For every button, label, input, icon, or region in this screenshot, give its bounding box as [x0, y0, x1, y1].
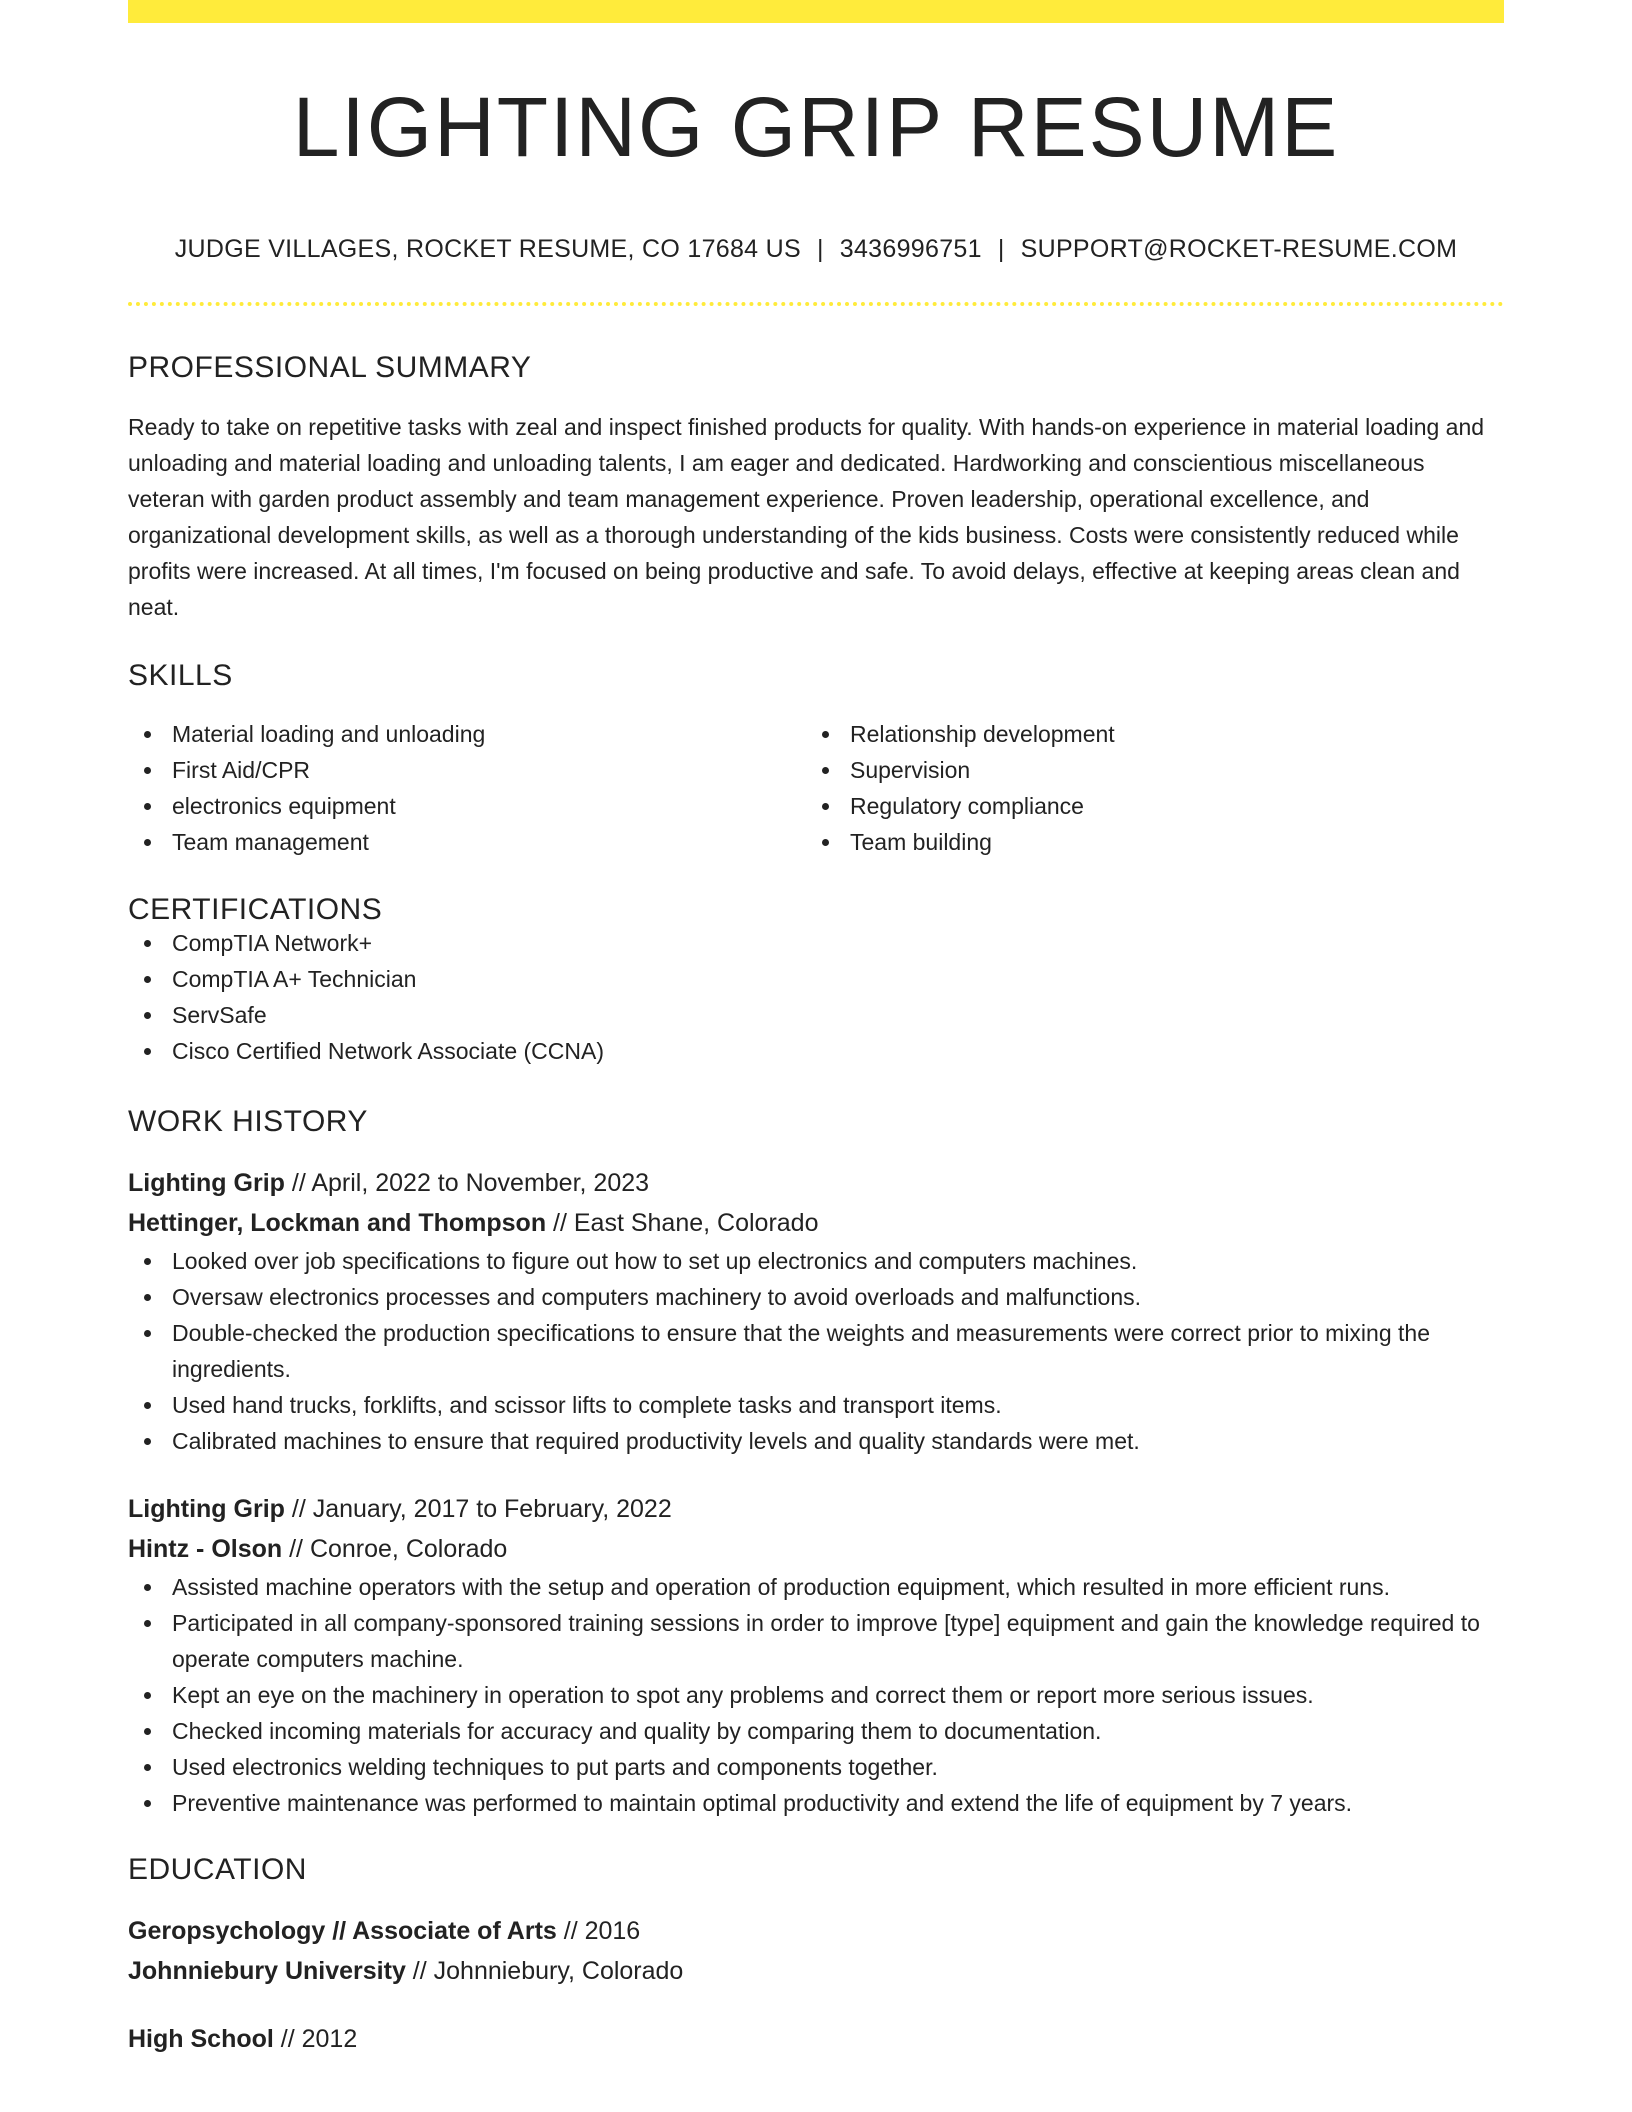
- job-company: Hintz - Olson: [128, 1535, 283, 1563]
- skill-item: Regulatory compliance: [806, 788, 1484, 824]
- job-duty: Oversaw electronics processes and computers machinery to avoid overloads and malfunctions.: [128, 1279, 1504, 1315]
- contact-address: JUDGE VILLAGES, ROCKET RESUME, CO 17684 US: [174, 235, 801, 263]
- education-degree: Geropsychology // Associate of Arts: [128, 1917, 557, 1945]
- job-dates: // January, 2017 to February, 2022: [284, 1495, 672, 1523]
- contact-separator: |: [816, 235, 824, 263]
- job-duty: Looked over job specifications to figure out how to set up electronics and computers machines.: [128, 1243, 1504, 1279]
- job-title: Lighting Grip: [128, 1169, 285, 1197]
- resume-title: LIGHTING GRIP RESUME: [292, 80, 1340, 174]
- education-year: // 2012: [273, 2025, 358, 2053]
- certification-item: Cisco Certified Network Associate (CCNA): [128, 1033, 1504, 1069]
- education-location: // Johnniebury, Colorado: [405, 1957, 684, 1985]
- skill-item: Material loading and unloading: [128, 716, 806, 752]
- contact-line: [128, 235, 1504, 264]
- dotted-divider: [128, 302, 1504, 306]
- certifications-heading: CERTIFICATIONS: [128, 893, 383, 926]
- education-heading: EDUCATION: [128, 1853, 307, 1886]
- skill-item: Team building: [806, 824, 1484, 860]
- skills-columns: [128, 716, 1504, 860]
- job-duty: Assisted machine operators with the setup and operation of production equipment, which resulted in more efficient runs.: [128, 1569, 1504, 1605]
- job-duty: Participated in all company-sponsored training sessions in order to improve [type] equipment and gain the knowledge required to operate computers machine.: [128, 1605, 1504, 1677]
- resume-page: [128, 0, 1504, 2059]
- skill-item: First Aid/CPR: [128, 752, 806, 788]
- skills-heading: SKILLS: [128, 659, 233, 692]
- certification-item: CompTIA Network+: [128, 925, 1504, 961]
- skills-list-left: [128, 716, 806, 860]
- job-duties-list: [128, 1569, 1504, 1821]
- accent-top-bar: [128, 0, 1504, 23]
- education-school: Johnniebury University: [128, 1957, 406, 1985]
- job-duties-list: [128, 1243, 1504, 1459]
- job-duty: Calibrated machines to ensure that required productivity levels and quality standards were met.: [128, 1423, 1504, 1459]
- job-duty: Double-checked the production specifications to ensure that the weights and measurements were correct prior to mixing the ingredients.: [128, 1315, 1504, 1387]
- education-degree: High School: [128, 2025, 274, 2053]
- job-dates: // April, 2022 to November, 2023: [284, 1169, 650, 1197]
- education-year: // 2016: [556, 1917, 641, 1945]
- skill-item: electronics equipment: [128, 788, 806, 824]
- skills-list-right: [806, 716, 1484, 860]
- contact-email: SUPPORT@ROCKET-RESUME.COM: [1020, 235, 1458, 263]
- job-title-line: [128, 1163, 1504, 1203]
- skill-item: Relationship development: [806, 716, 1484, 752]
- skill-item: Supervision: [806, 752, 1484, 788]
- summary-text: Ready to take on repetitive tasks with zeal and inspect finished products for quality. With hands-on experience in material loading and unloading and material loading and unloading talents, I am eager and dedicated. Hardworking and conscientious miscellaneous veteran with garden product assembly and team management experience. Proven leadership, operational excellence, and organizational development skills, as well as a thorough understanding of the kids business. Costs were consistently reduced while profits were increased. At all times, I'm focused on being productive and safe. To avoid delays, effective at keeping areas clean and neat.: [128, 414, 1485, 620]
- job-duty: Kept an eye on the machinery in operation to spot any problems and correct them or report more serious issues.: [128, 1677, 1504, 1713]
- job-company-line: [128, 1203, 1504, 1243]
- job-duty: Used hand trucks, forklifts, and scissor lifts to complete tasks and transport items.: [128, 1387, 1504, 1423]
- education-degree-line: [128, 1911, 1504, 1951]
- job-location: // East Shane, Colorado: [546, 1209, 819, 1237]
- certification-item: CompTIA A+ Technician: [128, 961, 1504, 997]
- job-location: // Conroe, Colorado: [282, 1535, 508, 1563]
- job-company: Hettinger, Lockman and Thompson: [128, 1209, 547, 1237]
- job-duty: Used electronics welding techniques to put parts and components together.: [128, 1749, 1504, 1785]
- contact-separator: |: [997, 235, 1005, 263]
- work-history-heading: WORK HISTORY: [128, 1105, 368, 1138]
- contact-phone: 3436996751: [839, 235, 982, 263]
- job-duty: Preventive maintenance was performed to maintain optimal productivity and extend the life of equipment by 7 years.: [128, 1785, 1504, 1821]
- job-title: Lighting Grip: [128, 1495, 285, 1523]
- job-duty: Checked incoming materials for accuracy and quality by comparing them to documentation.: [128, 1713, 1504, 1749]
- skill-item: Team management: [128, 824, 806, 860]
- summary-heading: PROFESSIONAL SUMMARY: [128, 351, 532, 384]
- job-company-line: [128, 1529, 1504, 1569]
- job-title-line: [128, 1489, 1504, 1529]
- certification-item: ServSafe: [128, 997, 1504, 1033]
- education-school-line: [128, 1951, 1504, 1991]
- education-degree-line: [128, 2019, 1504, 2059]
- certifications-list: [128, 925, 1504, 1069]
